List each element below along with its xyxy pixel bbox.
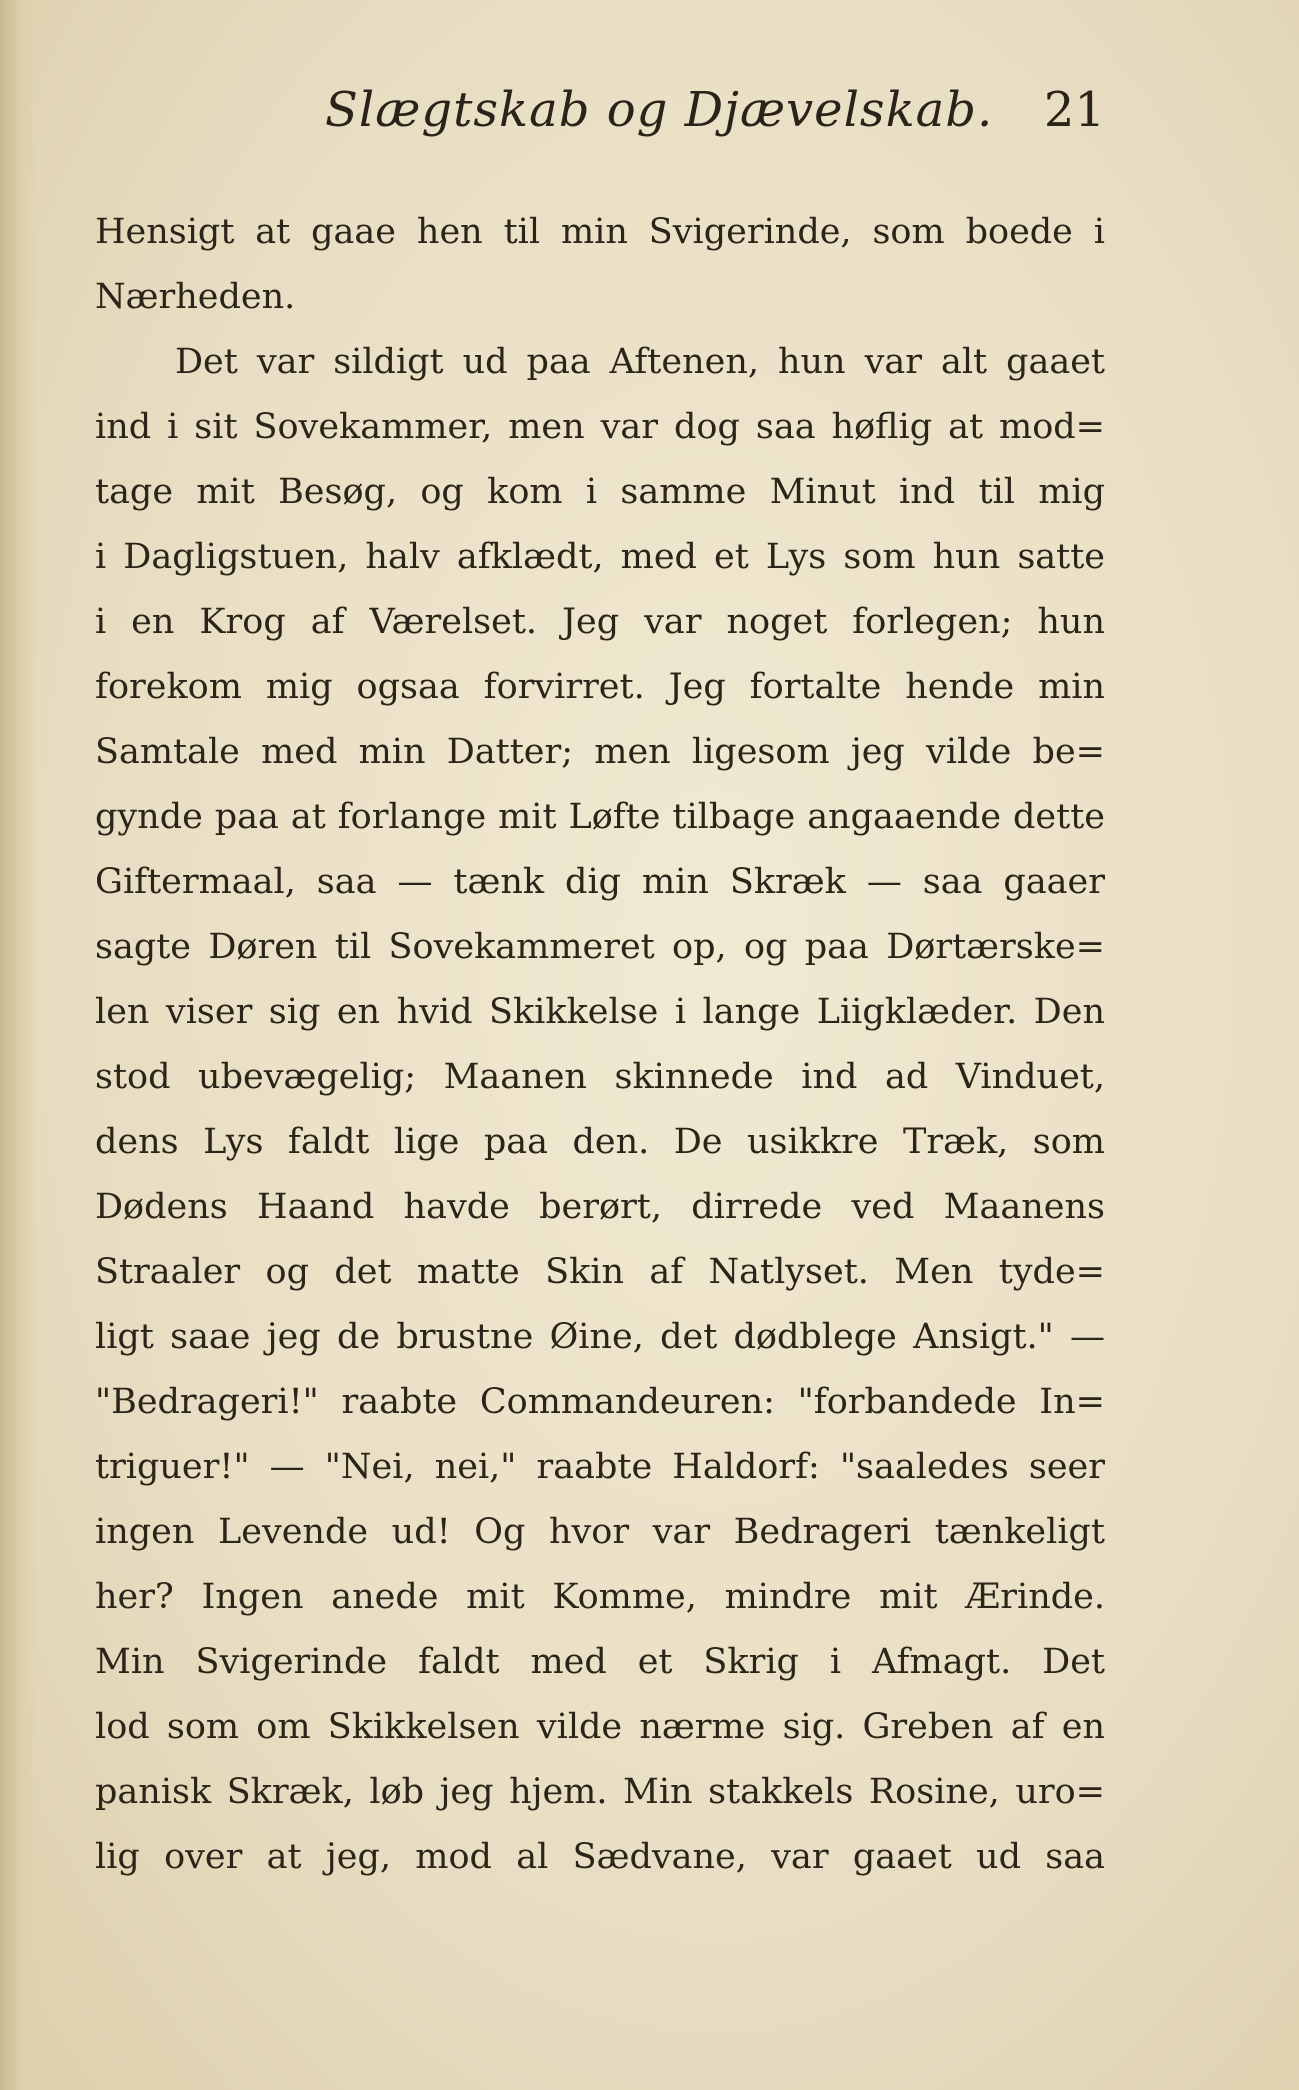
text-line: Nærheden. — [95, 277, 296, 317]
text-line: Min Svigerinde faldt med et Skrig i Afmagt. Det — [95, 1642, 1105, 1682]
text-line: gynde paa at forlange mit Løfte tilbage angaaende dette — [95, 797, 1105, 837]
text-line: Straaler og det matte Skin af Natlyset. Men tyde= — [95, 1252, 1105, 1292]
text-line: i Dagligstuen, halv afklædt, med et Lys som hun satte — [95, 537, 1105, 577]
body-text — [95, 200, 1105, 1890]
page-number: 21 — [1043, 82, 1105, 138]
page-gutter-shadow — [0, 0, 38, 2090]
text-line: lod som om Skikkelsen vilde nærme sig. Greben af en — [95, 1707, 1105, 1747]
text-line: sagte Døren til Sovekammeret op, og paa Dørtærske= — [95, 927, 1105, 967]
text-line: triguer!" — "Nei, nei," raabte Haldorf: "saaledes seer — [95, 1447, 1105, 1487]
text-line: ligt saae jeg de brustne Øine, det dødblege Ansigt." — — [95, 1317, 1105, 1357]
text-line: Giftermaal, saa — tænk dig min Skræk — saa gaaer — [95, 862, 1105, 902]
text-line: Hensigt at gaae hen til min Svigerinde, som boede i — [95, 212, 1105, 252]
text-line: her? Ingen anede mit Komme, mindre mit Ærinde. — [95, 1577, 1105, 1617]
text-line: tage mit Besøg, og kom i samme Minut ind til mig — [95, 472, 1105, 512]
text-line: Samtale med min Datter; men ligesom jeg vilde be= — [95, 732, 1105, 772]
text-line: len viser sig en hvid Skikkelse i lange Liigklæder. Den — [95, 992, 1105, 1032]
text-line: dens Lys faldt lige paa den. De usikkre Træk, som — [95, 1122, 1105, 1162]
text-line: Dødens Haand havde berørt, dirrede ved Maanens — [95, 1187, 1105, 1227]
text-line: Det var sildigt ud paa Aftenen, hun var alt gaaet — [175, 342, 1105, 382]
text-line: ind i sit Sovekammer, men var dog saa høflig at mod= — [95, 407, 1105, 447]
text-line: panisk Skræk, løb jeg hjem. Min stakkels Rosine, uro= — [95, 1772, 1105, 1812]
text-line: lig over at jeg, mod al Sædvane, var gaaet ud saa — [95, 1837, 1105, 1877]
text-line: "Bedrageri!" raabte Commandeuren: "forbandede In= — [95, 1382, 1105, 1422]
text-line: stod ubevægelig; Maanen skinnede ind ad Vinduet, — [95, 1057, 1105, 1097]
text-line: i en Krog af Værelset. Jeg var noget forlegen; hun — [95, 602, 1105, 642]
text-line: ingen Levende ud! Og hvor var Bedrageri tænkeligt — [95, 1512, 1105, 1552]
running-title: Slægtskab og Djævelskab. — [325, 82, 994, 138]
text-line: forekom mig ogsaa forvirret. Jeg fortalte hende min — [95, 667, 1105, 707]
page-header — [95, 82, 1105, 152]
